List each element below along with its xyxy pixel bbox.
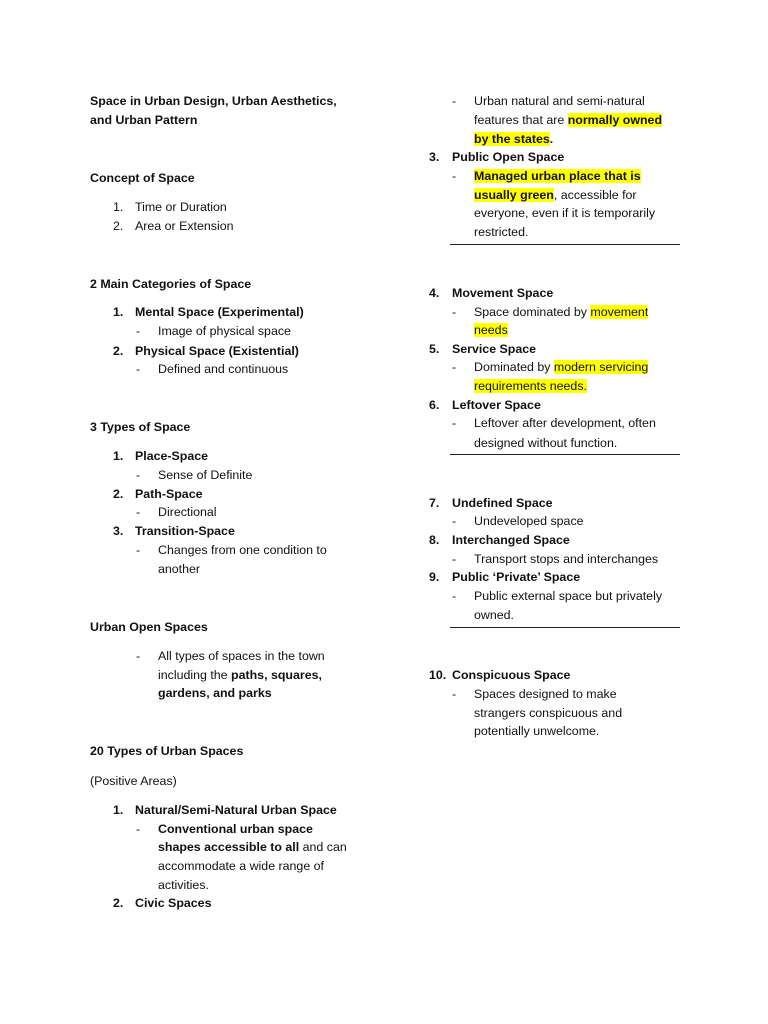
list-number: 5.: [429, 342, 440, 356]
list-item-detail: Changes from one condition to: [158, 543, 327, 557]
list-item: Area or Extension: [135, 219, 234, 233]
urban-open-detail: including the paths, squares,: [158, 668, 322, 682]
bullet-dash: -: [452, 514, 457, 528]
main-categories-heading: 2 Main Categories of Space: [90, 277, 252, 291]
list-number: 2.: [113, 487, 124, 501]
list-number: 10.: [429, 668, 447, 682]
list-item: Path-Space: [135, 487, 203, 501]
list-item-detail: Leftover after development, often: [474, 416, 656, 430]
document-title-line2: and Urban Pattern: [90, 113, 198, 127]
list-item-detail: accommodate a wide range of: [158, 859, 324, 873]
list-number: 8.: [429, 533, 440, 547]
bullet-dash: -: [136, 505, 141, 519]
list-number: 2.: [113, 344, 124, 358]
list-item: Public ‘Private’ Space: [452, 570, 581, 584]
list-item-detail: designed without function.: [474, 436, 618, 450]
list-number: 3.: [113, 524, 124, 538]
list-item-detail: needs: [474, 323, 508, 337]
urban-open-detail: gardens, and parks: [158, 686, 272, 700]
list-number: 3.: [429, 150, 440, 164]
list-item-detail: Image of physical space: [158, 324, 291, 338]
list-item: Interchanged Space: [452, 533, 570, 547]
list-item-detail: Conventional urban space: [158, 822, 313, 836]
list-item-detail: requirements needs.: [474, 379, 587, 393]
list-number: 1.: [113, 200, 124, 214]
list-item: Place-Space: [135, 449, 209, 463]
three-types-heading: 3 Types of Space: [90, 420, 191, 434]
list-number: 2.: [113, 219, 124, 233]
bullet-dash: -: [136, 324, 141, 338]
list-item: Undefined Space: [452, 496, 553, 510]
list-item: Natural/Semi-Natural Urban Space: [135, 803, 337, 817]
list-item-detail: another: [158, 562, 201, 576]
section-divider: [450, 627, 680, 628]
positive-areas-subheading: (Positive Areas): [90, 774, 177, 788]
section-divider: [450, 454, 680, 455]
list-item: Time or Duration: [135, 200, 227, 214]
section-divider: [450, 244, 680, 245]
list-number: 4.: [429, 286, 440, 300]
list-number: 1.: [113, 305, 124, 319]
list-item: Physical Space (Existential): [135, 344, 299, 358]
bullet-dash: -: [452, 552, 457, 566]
list-number: 1.: [113, 803, 124, 817]
list-number: 9.: [429, 570, 440, 584]
bullet-dash: -: [452, 94, 457, 108]
list-item-detail: Managed urban place that is: [474, 169, 641, 183]
list-item: Movement Space: [452, 286, 554, 300]
list-item: Mental Space (Experimental): [135, 305, 304, 319]
list-item-detail: strangers conspicuous and: [474, 706, 623, 720]
list-number: 1.: [113, 449, 124, 463]
list-item-detail: activities.: [158, 878, 209, 892]
list-number: 2.: [113, 896, 124, 910]
list-item: Leftover Space: [452, 398, 541, 412]
bullet-dash: -: [136, 468, 141, 482]
list-item-detail: restricted.: [474, 225, 529, 239]
list-item-detail: potentially unwelcome.: [474, 724, 600, 738]
list-item-detail: features that are normally owned: [474, 113, 663, 127]
list-number: 6.: [429, 398, 440, 412]
list-item-detail: Defined and continuous: [158, 362, 289, 376]
urban-open-detail: All types of spaces in the town: [158, 649, 325, 663]
list-item-detail: Public external space but privately: [474, 589, 663, 603]
list-item: Public Open Space: [452, 150, 565, 164]
concept-heading: Concept of Space: [90, 171, 195, 185]
list-item-detail: Spaces designed to make: [474, 687, 617, 701]
list-item: Transition-Space: [135, 524, 235, 538]
list-item: Civic Spaces: [135, 896, 212, 910]
document-title-line1: Space in Urban Design, Urban Aesthetics,: [90, 94, 337, 108]
bullet-dash: -: [452, 416, 457, 430]
bullet-dash: -: [136, 543, 141, 557]
bullet-dash: -: [452, 169, 457, 183]
list-number: 7.: [429, 496, 440, 510]
list-item: Conspicuous Space: [452, 668, 571, 682]
bullet-dash: -: [452, 360, 457, 374]
twenty-types-heading: 20 Types of Urban Spaces: [90, 744, 244, 758]
list-item-detail: Directional: [158, 505, 217, 519]
list-item-detail: Transport stops and interchanges: [474, 552, 659, 566]
list-item-detail: by the states.: [474, 132, 554, 146]
list-item-detail: owned.: [474, 608, 514, 622]
list-item-detail: Dominated by modern servicing: [474, 360, 649, 374]
bullet-dash: -: [452, 589, 457, 603]
bullet-dash: -: [136, 362, 141, 376]
list-item-detail: Undeveloped space: [474, 514, 584, 528]
list-item-detail: usually green, accessible for: [474, 188, 637, 202]
list-item-detail: Urban natural and semi-natural: [474, 94, 645, 108]
bullet-dash: -: [136, 649, 141, 663]
bullet-dash: -: [452, 305, 457, 319]
list-item-detail: Sense of Definite: [158, 468, 253, 482]
list-item-detail: shapes accessible to all and can: [158, 840, 347, 854]
list-item-detail: Space dominated by movement: [474, 305, 649, 319]
bullet-dash: -: [452, 687, 457, 701]
list-item-detail: everyone, even if it is temporarily: [474, 206, 656, 220]
urban-open-heading: Urban Open Spaces: [90, 620, 208, 634]
bullet-dash: -: [136, 822, 141, 836]
list-item: Service Space: [452, 342, 537, 356]
